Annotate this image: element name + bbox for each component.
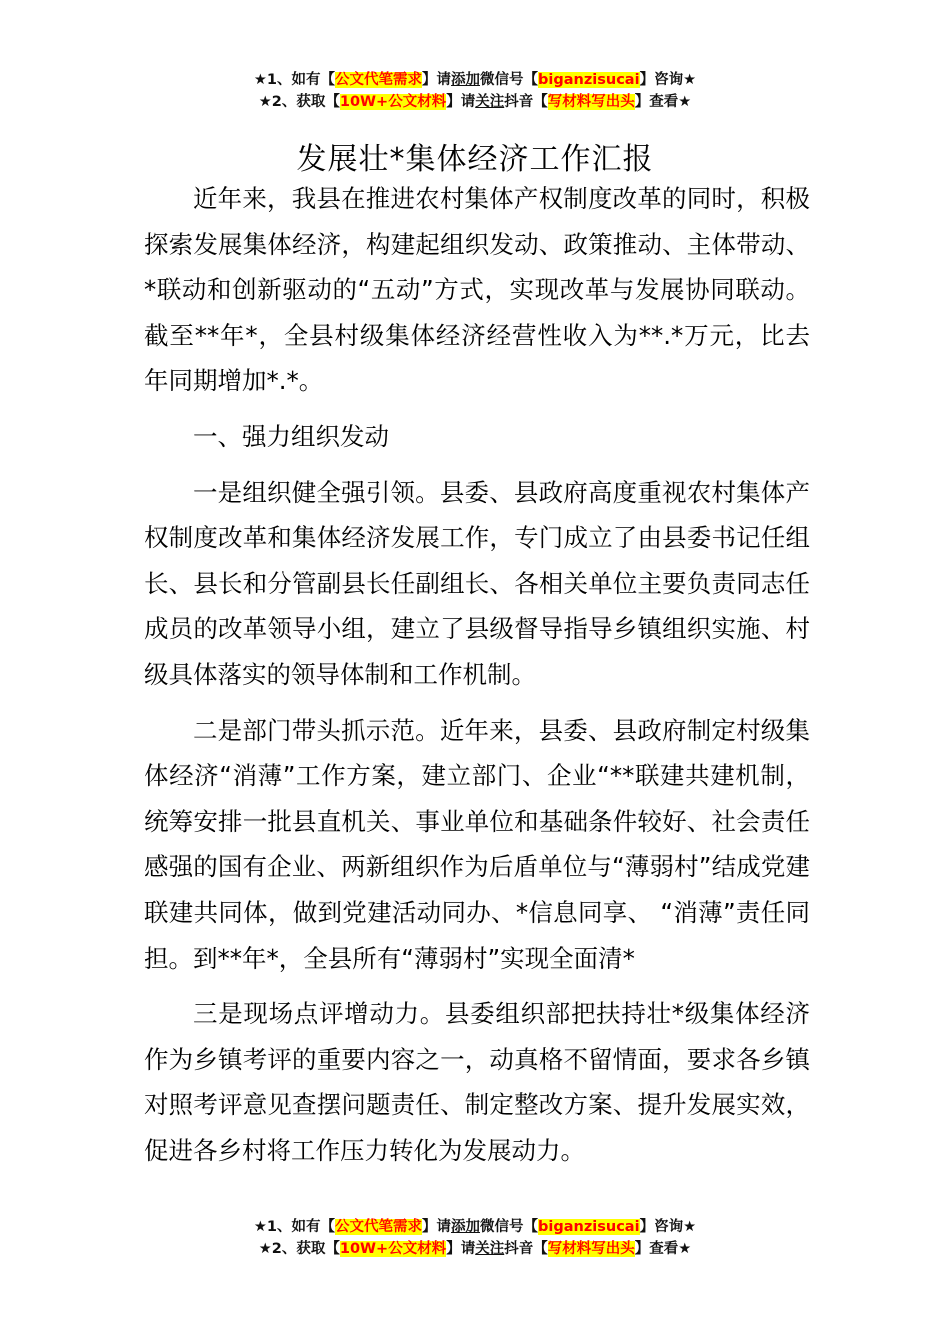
promo-text: ★1、如有【 [253,1219,336,1235]
promo-text: ★2、获取【 [258,94,340,110]
promo-underlined: 关注 [475,94,505,110]
promo-line-1 [0,1216,950,1238]
promo-underlined: 添加 [451,72,481,88]
paragraph-1: 一是组织健全强引领。县委、县政府高度重视农村集体产权制度改革和集体经济发展工作，专门成立了由县委书记任组长、县长和分管副县长任副组长、各相关单位主要负责同志任成员的改革领导小组，建立了县级督导指导乡镇组织实施、村级具体落实的领导体制和工作机制。 [144,477,810,689]
promo-underlined: 关注 [475,1241,505,1257]
promo-highlight: biganzisucai [538,72,640,88]
promo-text: 】查看★ [634,1241,692,1257]
intro-paragraph: 近年来，我县在推进农村集体产权制度改革的同时，积极探索发展集体经济，构建起组织发动、政策推动、主体带动、*联动和创新驱动的“五动”方式，实现改革与发展协同联动。截至**年*，全县村级集体经济经营性收入为**.*万元，比去年同期增加*.*。 [144,184,810,396]
promo-text: 抖音【 [504,1241,548,1257]
promo-text: 】咨询★ [639,72,697,88]
promo-text: 抖音【 [504,94,548,110]
section-heading: 一、强力组织发动 [193,421,389,451]
promo-text: 微信号【 [480,1219,539,1235]
promo-banner-top [0,69,950,113]
promo-text: 】请 [446,1241,476,1257]
promo-text: 】咨询★ [639,1219,697,1235]
promo-text: 】查看★ [634,94,692,110]
promo-highlight: 公文代笔需求 [335,1219,423,1235]
promo-line-2 [0,91,950,113]
promo-highlight: 公文代笔需求 [335,72,423,88]
promo-underlined: 添加 [451,1219,481,1235]
promo-highlight: 10W+公文材料 [339,94,447,110]
promo-line-1 [0,69,950,91]
promo-text: 】请 [422,72,452,88]
promo-banner-bottom [0,1216,950,1260]
promo-text: 】请 [446,94,476,110]
document-title: 发展壮*集体经济工作汇报 [296,142,654,178]
promo-text: 微信号【 [480,72,539,88]
promo-text: 】请 [422,1219,452,1235]
promo-highlight: 写材料写出头 [547,1241,635,1257]
promo-text: ★1、如有【 [253,72,336,88]
promo-text: ★2、获取【 [258,1241,340,1257]
promo-highlight: 10W+公文材料 [339,1241,447,1257]
promo-highlight: biganzisucai [538,1219,640,1235]
promo-highlight: 写材料写出头 [547,94,635,110]
paragraph-2: 二是部门带头抓示范。近年来，县委、县政府制定村级集体经济“消薄”工作方案，建立部门、企业“**联建共建机制，统筹安排一批县直机关、事业单位和基础条件较好、社会责任感强的国有企业、两新组织作为后盾单位与“薄弱村”结成党建联建共同体，做到党建活动同办、*信息同享、 “消薄”责任同担。到**年*，全县所有“薄弱村”实现全面清* [144,715,810,973]
paragraph-3: 三是现场点评增动力。县委组织部把扶持壮*级集体经济作为乡镇考评的重要内容之一，动真格不留情面，要求各乡镇对照考评意见查摆问题责任、制定整改方案、提升发展实效，促进各乡村将工作压力转化为发展动力。 [144,999,810,1165]
promo-line-2 [0,1238,950,1260]
document-body [144,176,810,1183]
